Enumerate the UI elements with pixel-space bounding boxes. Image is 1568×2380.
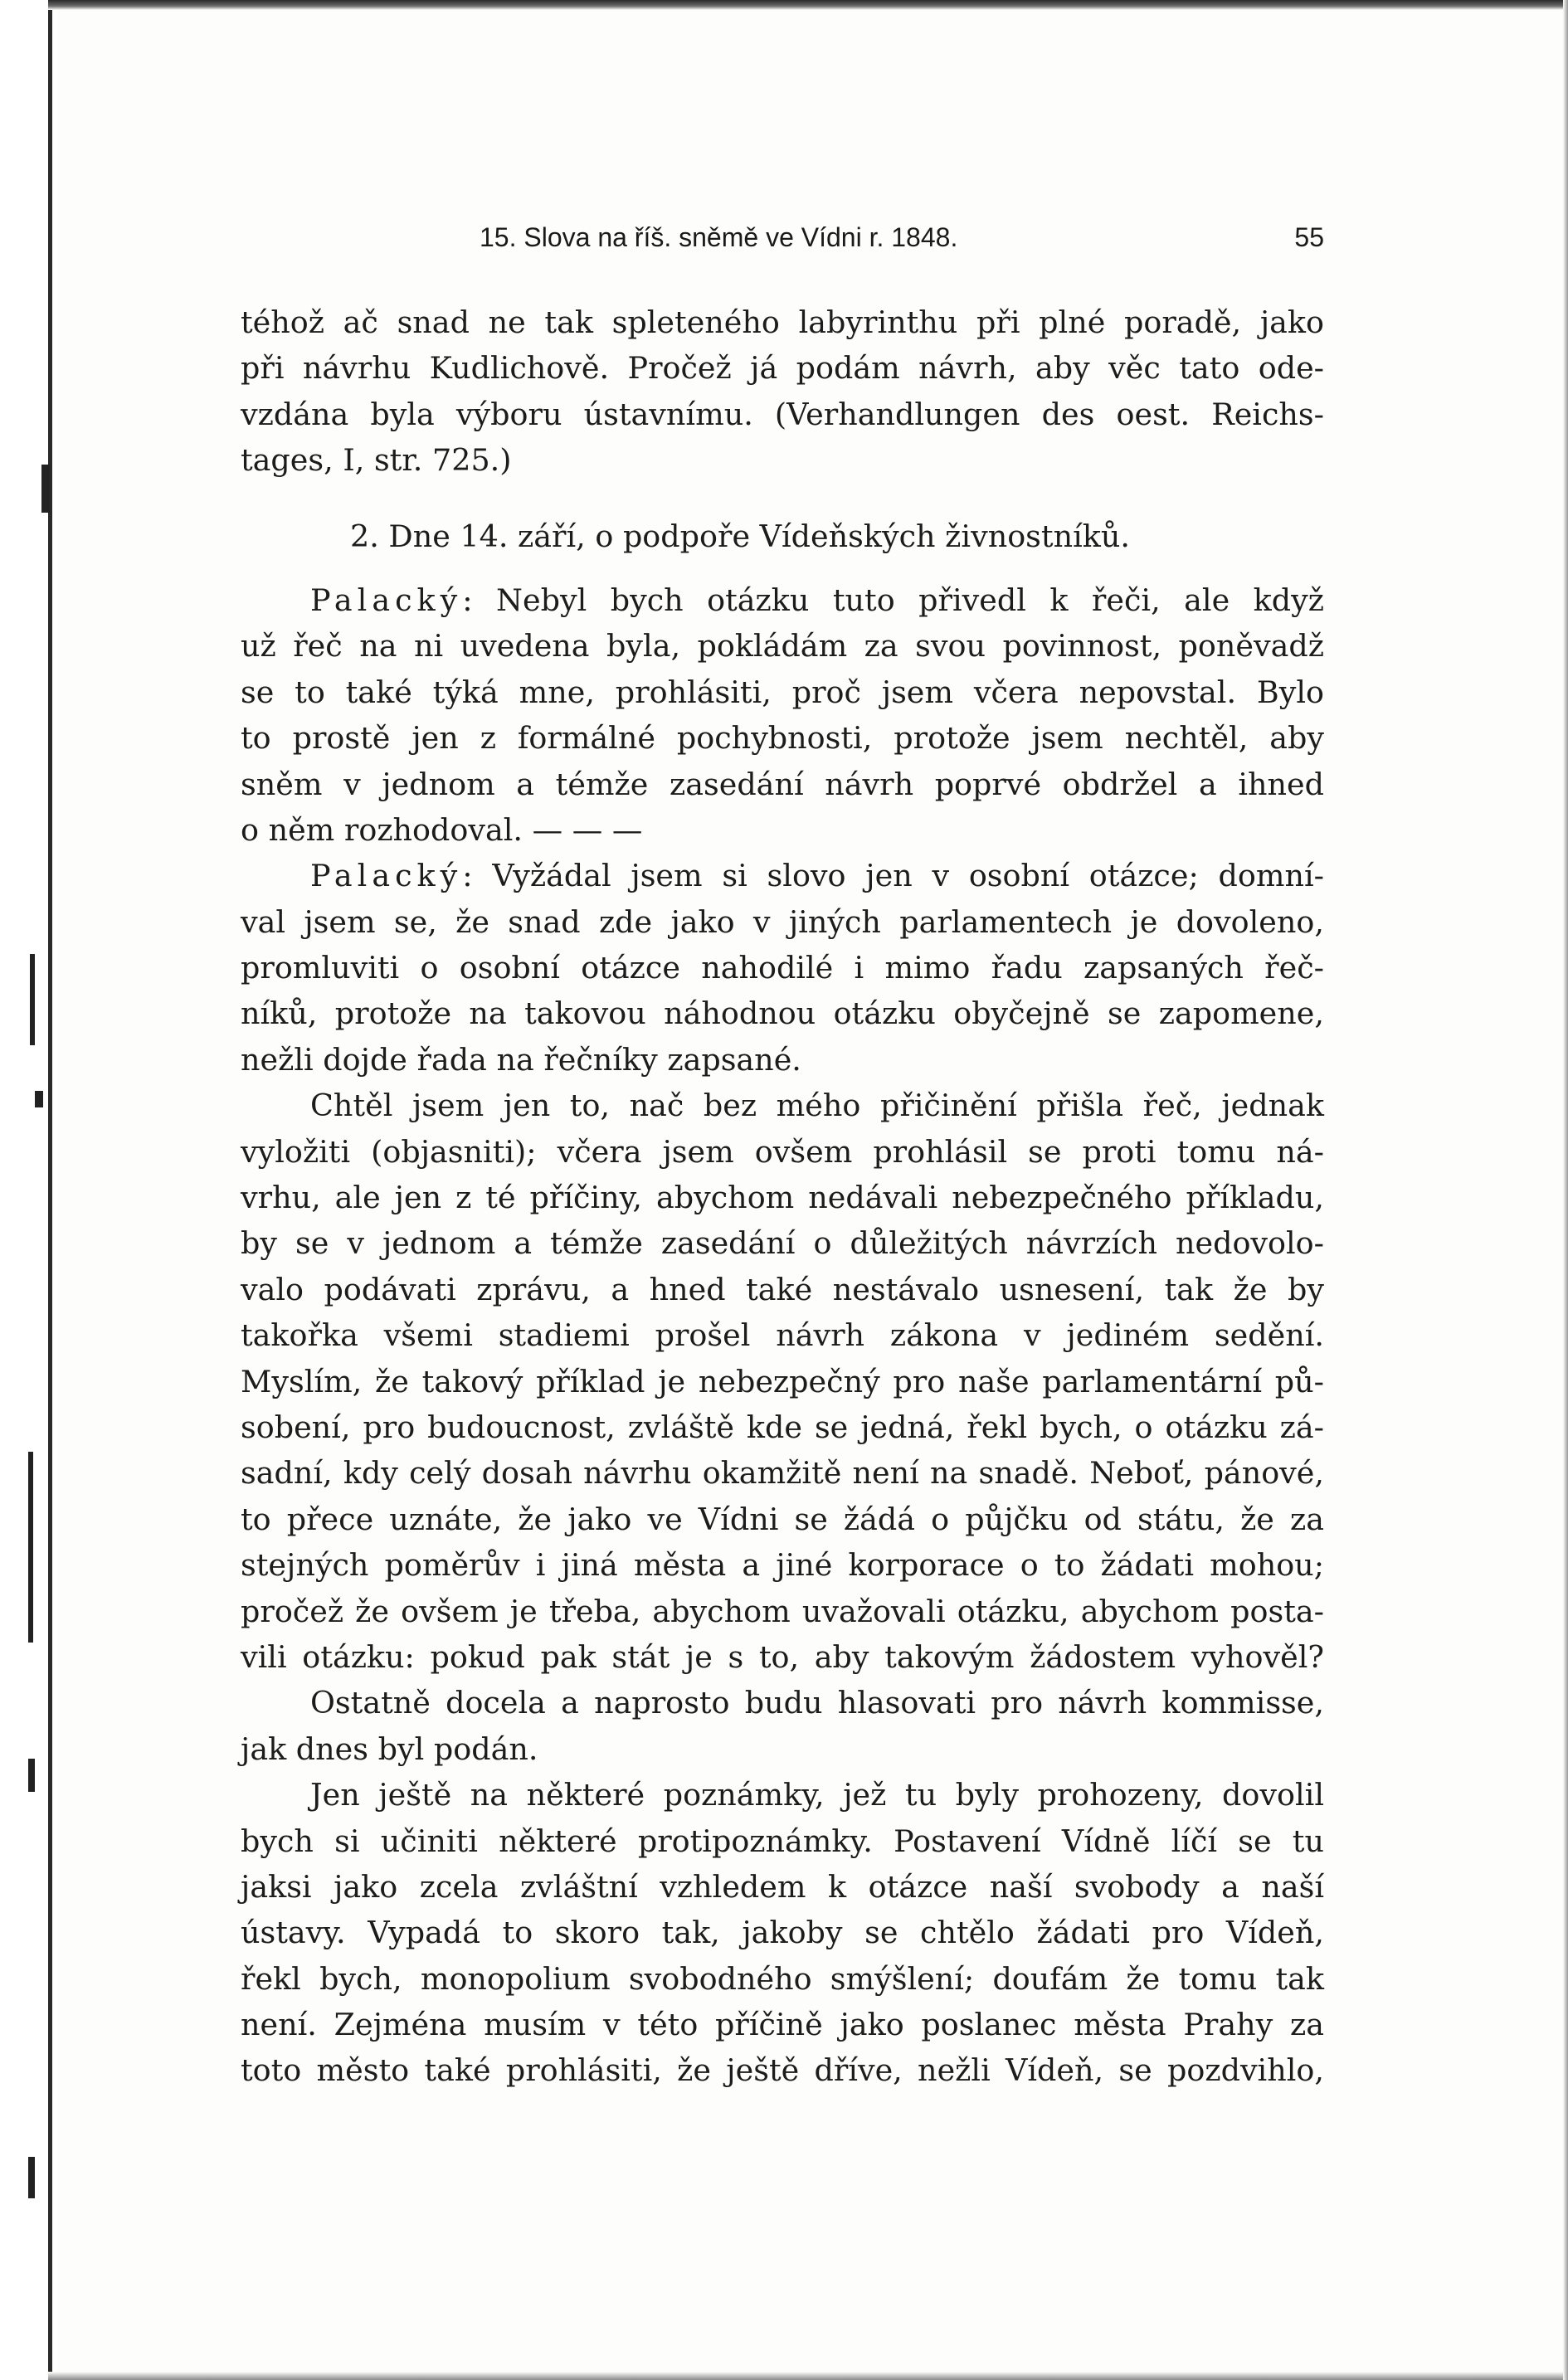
- text-line: téhož ač snad ne tak spleteného labyrinthu při plné poradě, jako: [241, 304, 1324, 340]
- text-line: tages, I, str. 725.): [241, 442, 512, 479]
- text-line: stejných poměrův i jiná města a jiné korporace o to žádati mohou;: [241, 1547, 1324, 1584]
- text-line: vzdána byla výboru ústavnímu. (Verhandlungen des oest. Reichs-: [241, 396, 1324, 432]
- text-line: ústavy. Vypadá to skoro tak, jakoby se chtělo žádati pro Vídeň,: [241, 1915, 1324, 1951]
- text-line: vyložiti (objasniti); včera jsem ovšem prohlásil se proti tomu ná-: [241, 1133, 1324, 1170]
- speech-text: : Nebyl bych otázku tuto přivedl k řeči, ale když: [462, 582, 1324, 618]
- body-text: [241, 299, 1324, 2094]
- text-line: jaksi jako zcela zvláštní vzhledem k otázce naší svobody a naší: [241, 1868, 1324, 1905]
- text-line: vrhu, ale jen z té příčiny, abychom nedávali nebezpečného příkladu,: [241, 1180, 1324, 1216]
- edge-mark: [28, 1759, 35, 1792]
- speech-text: : Vyžádal jsem si slovo jen v osobní otázce; domní-: [462, 858, 1324, 894]
- spacer: [241, 484, 1324, 513]
- speech-first-line: [241, 853, 1324, 898]
- edge-mark: [41, 465, 50, 513]
- speaker-name: Palacký: [310, 582, 463, 618]
- text-line: Chtěl jsem jen to, nač bez mého přičinění přišla řeč, jednak: [310, 1088, 1324, 1124]
- text-line: se to také týká mne, prohlásiti, proč jsem včera nepovstal. Bylo: [241, 674, 1324, 710]
- text-line: valo podávati zprávu, a hned také nestávalo usnesení, tak že by: [241, 1271, 1324, 1307]
- text-line: promluviti o osobní otázce nahodilé i mimo řadu zapsaných řeč-: [241, 950, 1324, 986]
- edge-mark: [28, 1452, 33, 1643]
- text-line: při návrhu Kudlichově. Pročež já podám návrh, aby věc tato ode-: [241, 350, 1324, 387]
- edge-mark: [28, 2157, 35, 2198]
- text-line: nežli dojde řada na řečníky zapsané.: [241, 1041, 801, 1078]
- page-number: 55: [1294, 222, 1324, 252]
- edge-mark: [35, 1091, 43, 1107]
- text-line: sadní, kdy celý dosah návrhu okamžitě není na snadě. Neboť, pánové,: [241, 1455, 1324, 1492]
- text-line: to prostě jen z formálné pochybnosti, protože jsem nechtěl, aby: [241, 720, 1324, 757]
- speaker-name: Palacký: [310, 858, 463, 894]
- text-line: o něm rozhodoval. — — —: [241, 811, 643, 848]
- section-heading: 2. Dne 14. září, o podpoře Vídeňských živnostníků.: [350, 518, 1130, 554]
- text-line: pročež že ovšem je třeba, abychom uvažovali otázku, abychom posta-: [241, 1593, 1324, 1629]
- scan-edge-top: [48, 0, 1568, 10]
- text-line: val jsem se, že snad zde jako v jiných parlamentech je dovoleno,: [241, 903, 1324, 940]
- text-line: by se v jednom a témže zasedání o důležitých návrzích nedovolo-: [241, 1225, 1324, 1262]
- text-line: jak dnes byl podán.: [241, 1730, 538, 1767]
- scan-edge-right: [1563, 0, 1568, 2380]
- text-line: vili otázku: pokud pak stát je s to, aby takovým žádostem vyhověl?: [241, 1638, 1324, 1675]
- text-line: řekl bych, monopolium svobodného smýšlení; doufám že tomu tak: [241, 1960, 1324, 1997]
- text-line: Myslím, že takový příklad je nebezpečný pro naše parlamentární pů-: [241, 1363, 1324, 1399]
- text-line: Ostatně docela a naprosto budu hlasovati pro návrh kommisse,: [310, 1685, 1324, 1721]
- book-spine-edge: [48, 0, 52, 2380]
- text-line: sobení, pro budoucnost, zvláště kde se jedná, řekl bych, o otázku zá-: [241, 1409, 1324, 1445]
- spacer: [241, 559, 1324, 577]
- text-line: Jen ještě na některé poznámky, jež tu byly prohozeny, dovolil: [310, 1777, 1324, 1813]
- text-line: bych si učiniti některé protipoznámky. Postavení Vídně líčí se tu: [241, 1823, 1324, 1859]
- speech-first-line: [241, 577, 1324, 623]
- text-line: už řeč na ni uvedena byla, pokládám za svou povinnost, poněvadž: [241, 628, 1324, 664]
- text-line: není. Zejména musím v této příčině jako poslanec města Prahy za: [241, 2007, 1324, 2043]
- scan-edge-bottom: [48, 2372, 1568, 2380]
- running-title: 15. Slova na říš. sněmě ve Vídni r. 1848.: [480, 222, 958, 252]
- text-line: toto město také prohlásiti, že ještě dříve, nežli Vídeň, se pozdvihlo,: [241, 2052, 1324, 2089]
- text-line: níků, protože na takovou náhodnou otázku obyčejně se zapomene,: [241, 995, 1324, 1032]
- text-line: takořka všemi stadiemi prošel návrh zákona v jediném sedění.: [241, 1317, 1324, 1354]
- edge-mark: [30, 954, 35, 1045]
- text-line: sněm v jednom a témže zasedání návrh poprvé obdržel a ihned: [241, 766, 1324, 802]
- text-line: to přece uznáte, že jako ve Vídni se žádá o půjčku od státu, že za: [241, 1501, 1324, 1537]
